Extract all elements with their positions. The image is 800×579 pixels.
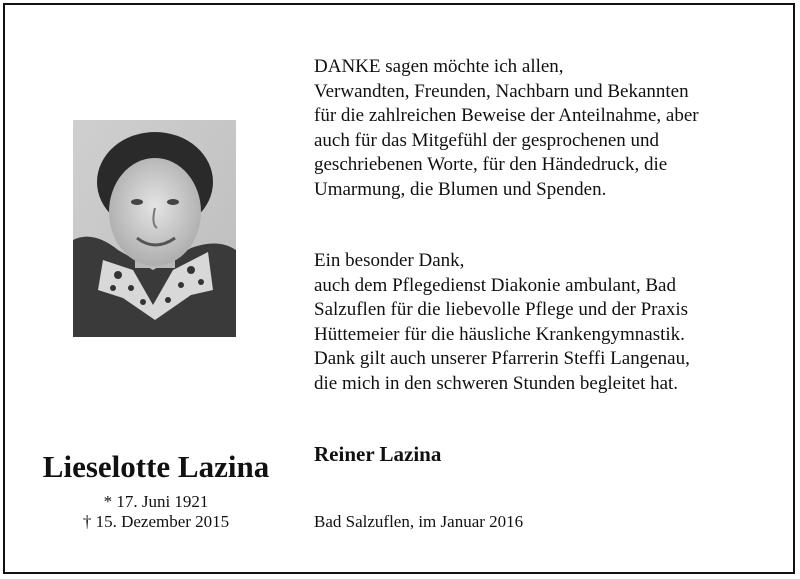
signer-name: Reiner Lazina [314,442,442,466]
thanks-paragraph [314,55,699,202]
text-line: Salzuflen für die liebevolle Pflege und der Praxis [314,299,689,320]
birth-date: * 17. Juni 1921 [103,492,209,511]
place-date: Bad Salzuflen, im Januar 2016 [314,512,524,531]
special-thanks-paragraph [314,249,690,396]
text-line: auch dem Pflegedienst Diakonie ambulant, Bad [314,274,676,296]
death-date: † 15. Dezember 2015 [82,512,230,531]
text-line: Umarmung, die Blumen und Spenden. [314,178,607,200]
text-line: für die zahlreichen Beweise der Anteilnahme, aber [314,105,699,126]
text-line: auch für das Mitgefühl der gesprochenen und [314,129,660,151]
text-line: geschriebenen Worte, für den Händedruck, die [314,154,668,175]
portrait-photo [73,120,236,337]
text-line: Hüttemeier für die häusliche Krankengymnastik. [314,323,685,345]
text-line: Dank gilt auch unserer Pfarrerin Steffi Langenau, [314,348,690,369]
text-line: DANKE sagen möchte ich allen, [314,56,564,77]
text-line: Ein besonder Dank, [314,250,465,271]
deceased-name: Lieselotte Lazina [42,449,270,484]
text-line: die mich in den schweren Stunden begleitet hat. [314,372,679,394]
text-line: Verwandten, Freunden, Nachbarn und Bekannten [314,80,689,102]
